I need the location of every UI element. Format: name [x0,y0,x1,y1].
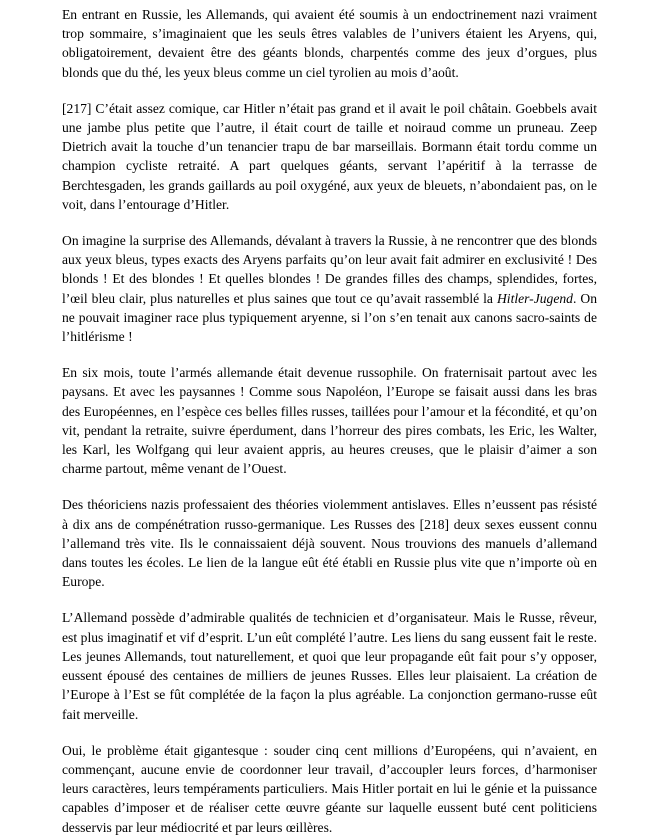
paragraph-6: L’Allemand possède d’admirable qualités de technicien et d’organisateur. Mais le Russe, rêveur, est plus imaginatif et vif d’esprit. L’un eût complété l’autre. Les liens du sang eussent fait le reste. Les jeunes Allemands, tout naturellement, et quoi que leur propagande eût fait pour s’y opposer, eussent épousé des centaines de milliers de jeunes Russes. Elles leur plaisaient. La création de l’Europe à l’Est se fût complétée de la façon la plus agréable. La conjonction germano-russe eût fait merveille. [62,610,597,722]
paragraph-3-text-before: On imagine la surprise des Allemands, dévalant à travers la Russie, à ne rencontrer que des blonds aux yeux bleus, types exacts des Aryens parfaits qu’on leur avait fait admirer en exclusivité ! Des blonds ! Et des blondes ! Et quelles blondes ! De grandes filles des champs, splendides, fortes, l’œil bleu clair, plus naturelles et plus saines que tout ce qu’avait rassemblé la [62,233,597,306]
paragraph-1: En entrant en Russie, les Allemands, qui avaient été soumis à un endoctrinement nazi vraiment trop sommaire, s’imaginaient que les seuls êtres valables de l’univers étaient les Aryens, qui, obligatoirement, devaient être des géants blonds, charpentés comme des jeux d’orgues, plus blonds que du thé, les yeux bleus comme un ciel tyrolien au mois d’août. [62,7,597,80]
paragraph-4: En six mois, toute l’armés allemande était devenue russophile. On fraternisait partout avec les paysans. Et avec les paysannes ! Comme sous Napoléon, l’Europe se faisait aussi dans les bras des Européennes, en l’espèce ces belles filles russes, taillées pour l’amour et la fécondité, et qu’on vit, pendant la retraite, suivre éperdument, dans l’horreur des pires combats, les Eric, les Walter, les Karl, les Wolfgang qui leur avaient appris, au heures creuses, que le plaisir d’aimer a son charme partout, même venant de l’Ouest. [62,365,597,477]
paragraph-3 [62,231,597,346]
paragraph-3-text-after: . On ne pouvait imaginer race plus typiquement aryenne, si l’on s’en tenait aux canons sacro-saints de l’hitlérisme ! [62,290,597,345]
paragraph-2: [217] C’était assez comique, car Hitler n’était pas grand et il avait le poil châtain. Goebbels avait une jambe plus petite que l’autre, il était court de taille et noiraud comme un pruneau. Zeep Dietrich avait la touche d’un tenancier trapu de bar marseillais. Bormann était tordu comme un champion cycliste retraité. A part quelques géants, servant l’apéritif à la terrasse de Berchtesgaden, les grands gaillards au poil oxygéné, aux yeux de bleuets, n’abondaient pas, on le voit, dans l’entourage d’Hitler. [62,100,597,212]
paragraph-3-emphasis: Hitler-Jugend [496,290,573,306]
paragraph-5: Des théoriciens nazis professaient des théories violemment antislaves. Elles n’eussent pas résisté à dix ans de compénétration russo-germanique. Les Russes des [218] deux sexes eussent connu l’allemand très vite. Ils le connaissaient déjà souvent. Nous trouvions des manuels d’allemand dans toutes les écoles. Le lien de la langue eût été établi en Russie plus vite que n’importe où en Europe. [62,497,597,590]
paragraph-7: Oui, le problème était gigantesque : souder cinq cent millions d’Européens, qui n’avaient, en commençant, aucune envie de coordonner leur travail, d’accoupler leurs forces, d’harmoniser leurs caractères, leurs tempéraments particuliers. Mais Hitler portait en lui le génie et la puissance capables d’imposer et de réaliser cette œuvre géante sur laquelle eussent buté cent politiciens desservis par leur médiocrité et par leurs œillères. [62,742,597,835]
